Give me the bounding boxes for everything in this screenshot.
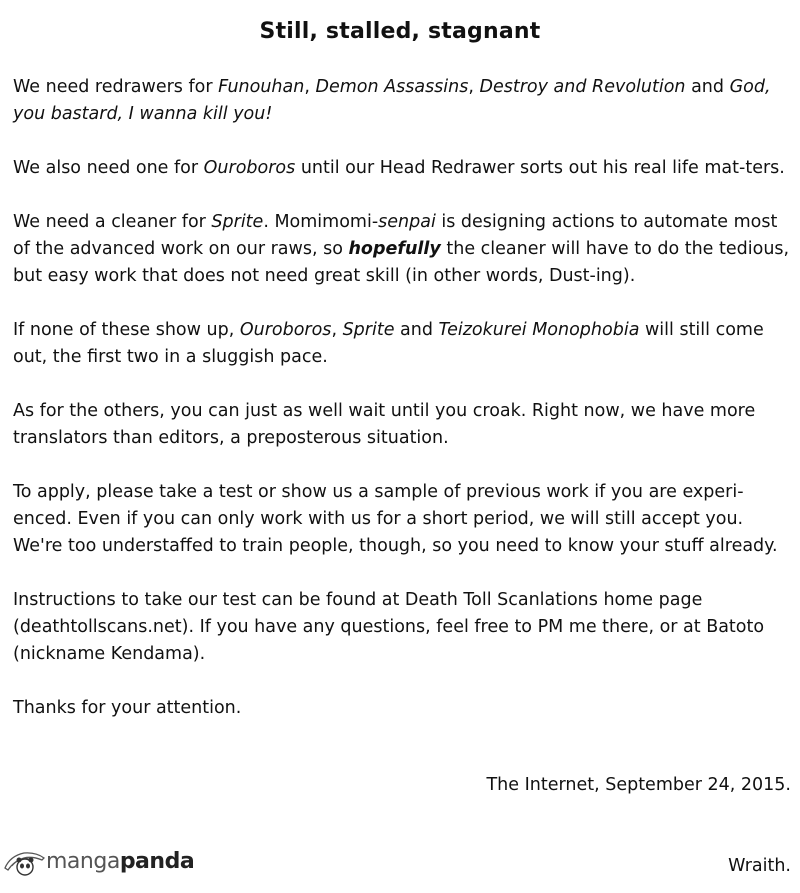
paragraph-redrawers <box>13 74 793 128</box>
series-title: Sprite <box>211 212 264 232</box>
series-title: Ouroboros <box>239 320 332 340</box>
text-run: , <box>468 77 480 97</box>
signature-name: Wraith. <box>728 856 791 876</box>
paragraph-thanks: Thanks for your attention. <box>13 698 242 718</box>
text-run: until our Head Redrawer sorts out his real life mat-ters. <box>295 158 785 178</box>
text-run: If none of these show up, <box>13 320 240 340</box>
paragraph-apply: To apply, please take a test or show us a sample of previous work if you are experi-enced. Even if you can only work with us for a short period, we will still accept you. We're too understaffed to train people, though, so you need to know your stuff already. <box>13 482 778 556</box>
panda-logo-icon <box>2 844 48 878</box>
text-run: the cleaner will have to do the tedious, but easy work that does not need great skill (in other words, Dust-ing). <box>13 239 790 286</box>
body-text <box>13 74 793 722</box>
paragraph-cleaner <box>13 209 793 290</box>
text-run: We also need one for <box>13 158 204 178</box>
honorific: senpai <box>378 212 436 232</box>
watermark-text <box>46 849 194 874</box>
text-run: We need a cleaner for <box>13 212 212 232</box>
series-title: Funouhan <box>218 77 305 97</box>
text-run: . Momimomi- <box>263 212 379 232</box>
series-title: God, you bastard, I wanna kill you! <box>13 77 771 124</box>
page-title: Still, stalled, stagnant <box>259 19 541 44</box>
paragraph-ouroboros <box>13 155 793 182</box>
series-title: Teizokurei Monophobia <box>438 320 640 340</box>
paragraph-fallback <box>13 317 793 371</box>
series-title: Ouroboros <box>203 158 296 178</box>
paragraph-others: As for the others, you can just as well wait until you croak. Right now, we have more translators than editors, a preposterous situation. <box>13 401 756 448</box>
watermark-part: panda <box>119 848 195 874</box>
text-run: and <box>394 320 439 340</box>
paragraph-instructions: Instructions to take our test can be found at Death Toll Scanlations home page (deathtollscans.net). If you have any questions, feel free to PM me there, or at Batoto (nickname Kendama). <box>13 590 765 664</box>
text-run: We need redrawers for <box>13 77 219 97</box>
text-run: is designing actions to automate most of the advanced work on our raws, so <box>13 212 778 259</box>
series-title: Demon Assassins <box>315 77 469 97</box>
series-title: Destroy and Revolution <box>479 77 686 97</box>
signature-date: The Internet, September 24, 2015. <box>486 775 791 795</box>
text-run: and <box>685 77 730 97</box>
text-run: , <box>304 77 316 97</box>
watermark-part: manga <box>46 848 120 874</box>
watermark-logo <box>2 841 194 881</box>
emphasis: hopefully <box>348 239 441 259</box>
text-run: , <box>331 320 343 340</box>
series-title: Sprite <box>342 320 395 340</box>
text-run: will still come out, the first two in a sluggish pace. <box>13 320 764 367</box>
